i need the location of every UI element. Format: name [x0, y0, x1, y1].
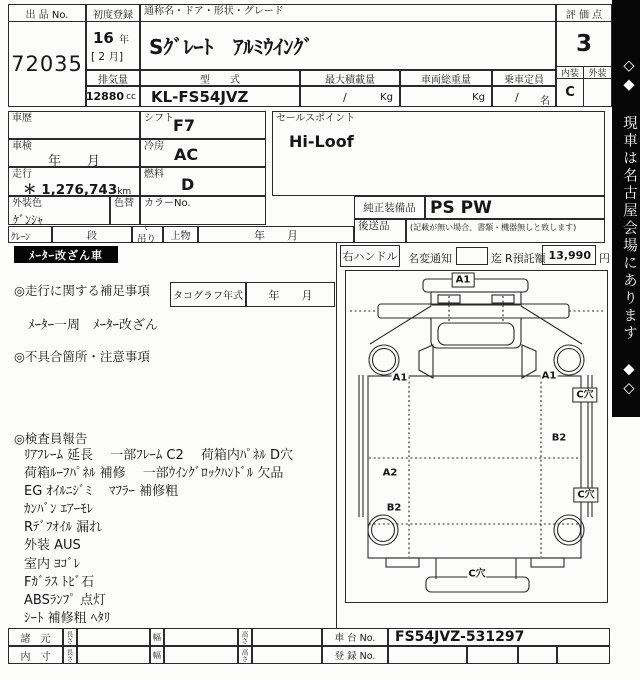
chassis-no-label: 車 台 No. — [322, 628, 388, 646]
capacity-unit: 名 — [540, 96, 550, 107]
recycle-deposit-label: R預託額 — [505, 252, 546, 265]
damage-marker: C穴 — [573, 488, 598, 503]
damage-diagram-frame — [345, 270, 608, 603]
spec-row-label: 諸 元 — [8, 628, 63, 646]
capacity-slash: / — [515, 91, 519, 104]
damage-marker: B2 — [386, 502, 402, 514]
registration-no-cell-1 — [388, 646, 467, 664]
first-registration-year-unit: 年 — [118, 35, 129, 46]
spec-height-value — [252, 628, 322, 646]
recycle-deposit-value: 13,990 — [542, 245, 596, 265]
crane-lift-label: 吊り — [137, 234, 157, 245]
crane-label: ｸﾚｰﾝ — [11, 232, 31, 243]
sales-point-value: Hi-Loof — [289, 132, 354, 151]
air-conditioning-value: AC — [174, 145, 199, 164]
mileage-unit: km — [117, 187, 132, 197]
genuine-equipment-label: 純正装備品 — [354, 196, 425, 219]
registration-no-cell-4 — [557, 646, 610, 664]
score-value: 3 — [556, 21, 612, 67]
inspector-report-line: Fｶﾞﾗｽ ﾄﾋﾞ石 — [24, 574, 95, 590]
inspector-report-line: 室内 ﾖｺﾞﾚ — [24, 556, 81, 572]
inspection-value: 年 月 — [47, 154, 100, 169]
inner-length-label: 長さ — [63, 646, 77, 664]
displacement-unit: cc — [126, 91, 136, 102]
inner-length-value — [77, 646, 150, 664]
mileage-notes-text: ﾒｰﾀｰ一周 ﾒｰﾀｰ改ざん — [28, 318, 159, 333]
inner-width-label: 幅 — [150, 646, 164, 664]
damage-marker: B2 — [551, 432, 567, 444]
registration-no-label: 登 録 No. — [322, 646, 388, 664]
shift-value: F7 — [173, 116, 196, 135]
inner-width-value — [164, 646, 238, 664]
until-label: 迄 — [491, 252, 502, 265]
damage-marker: C穴 — [468, 568, 486, 580]
max-load-slash: / — [343, 91, 347, 104]
score-label: 評 価 点 — [556, 4, 612, 22]
gross-weight-unit: Kg — [472, 92, 485, 103]
inspector-report-line: EG ｵｲﾙﾆｼﾞﾐ ﾏﾌﾗｰ 補修粗 — [24, 484, 179, 500]
model-name-value: Sｸﾞﾚｰﾄ ｱﾙﾐｳｲﾝｸﾞ — [140, 21, 556, 70]
first-registration-label: 初度登録 — [86, 4, 140, 22]
model-code-value: KL-FS54JVZ — [140, 86, 300, 107]
history-label: 車歴 — [12, 113, 32, 124]
inspection-label: 車検 — [12, 141, 32, 152]
sent-later-label: 後送品 — [358, 220, 390, 232]
inner-dim-row-label: 内 寸 — [8, 646, 63, 664]
displacement-value: 12880 — [85, 90, 125, 103]
repaint-label: 色替 — [114, 198, 134, 209]
mileage-label: 走行 — [12, 169, 32, 180]
vertical-divider — [336, 243, 337, 628]
inspector-report-line: ｶﾝﾊﾞﾝ ｴｱｰﾓﾚ — [24, 502, 94, 518]
lot-no-label: 出 品 No. — [8, 4, 86, 22]
yen-label: 円 — [599, 252, 610, 265]
chassis-no-value: FS54JVZ-531297 — [388, 628, 610, 646]
genuine-equipment-value: PS PW — [425, 196, 605, 219]
name-change-label: 名変通知 — [408, 252, 452, 265]
damage-marker: A2 — [382, 467, 398, 479]
sales-point-label: セールスポイント — [276, 113, 356, 124]
spec-length-value — [77, 628, 150, 646]
mileage-value: ＊ 1,276,743 — [23, 182, 118, 198]
body-date-value: 年 月 — [198, 226, 354, 243]
max-load-unit: Kg — [380, 92, 393, 103]
odometer-tamper-badge: ﾒｰﾀｰ改ざん車 — [14, 246, 118, 263]
inner-height-label: 高さ — [238, 646, 252, 664]
first-registration-month: [ 2 月] — [91, 51, 124, 63]
gross-weight-label: 車両総重量 — [400, 70, 492, 86]
damage-marker: A1 — [452, 273, 475, 288]
exterior-color-label: 外装色 — [12, 198, 42, 209]
max-load-label: 最大積載量 — [300, 70, 400, 86]
interior-grade-value: C — [556, 78, 584, 107]
crane-ton-label: t — [145, 224, 148, 232]
damage-marker: A1 — [392, 372, 408, 384]
body-label: 上物 — [163, 226, 198, 243]
registration-no-cell-3 — [518, 646, 557, 664]
shift-label: シフト — [144, 113, 174, 124]
inspector-report-line: ABSﾗﾝﾌﾟ 点灯 — [24, 592, 106, 608]
fuel-label: 燃料 — [144, 169, 164, 180]
displacement-label: 排気量 — [86, 70, 140, 86]
crane-stage-label: 段 — [52, 226, 132, 243]
sent-later-note: (記載が無い場合、書類・機器無しと致します) — [410, 223, 577, 232]
exterior-grade-value — [583, 78, 612, 107]
spec-width-label: 幅 — [150, 628, 164, 646]
interior-grade-label: 内装 — [556, 66, 584, 79]
spec-width-value — [164, 628, 238, 646]
air-conditioning-label: 冷房 — [144, 141, 164, 152]
inspector-report-lines — [24, 447, 334, 629]
damage-marker: C穴 — [572, 388, 597, 403]
fuel-value: D — [181, 175, 195, 194]
name-change-box — [456, 247, 488, 265]
registration-no-cell-2 — [467, 646, 518, 664]
defect-notes-title: ◎不具合箇所・注意事項 — [14, 349, 150, 364]
right-hand-drive-badge: 右ハンドル — [340, 245, 400, 267]
venue-banner: ◇◆ 現車は名古屋会場にあります ◆◇ — [612, 0, 640, 417]
inspector-report-line: 荷箱ﾙｰﾌﾊﾟﾈﾙ 補修 一部ｳｲﾝｸﾞﾛｯｸﾊﾝﾄﾞﾙ 欠品 — [24, 466, 284, 482]
tachograph-value: 年 月 — [246, 282, 335, 307]
color-no-label: カラーNo. — [144, 198, 191, 209]
inspector-report-line: Rﾃﾞﾌｵｲﾙ 漏れ — [24, 520, 103, 536]
damage-marker: A1 — [541, 370, 557, 382]
tachograph-label: タコグラフ年式 — [170, 282, 246, 307]
inspector-report-line: 外装 AUS — [24, 538, 81, 554]
exterior-grade-label: 外装 — [583, 66, 612, 79]
spec-length-label: 長さ — [63, 628, 77, 646]
first-registration-year: 16 — [93, 29, 114, 47]
inspector-report-title: ◎検査員報告 — [14, 431, 88, 446]
mileage-notes-title: ◎走行に関する補足事項 — [14, 283, 150, 298]
lot-no-value: 72035 — [8, 21, 86, 107]
model-code-label: 型 式 — [140, 70, 300, 86]
inner-height-value — [252, 646, 322, 664]
spec-height-label: 高さ — [238, 628, 252, 646]
damage-marker-layer — [346, 271, 607, 602]
inspector-report-line: ｼｰﾄ 補修粗 ﾍﾀﾘ — [24, 610, 111, 626]
model-name-label: 通称名・ドア・形状・グレード — [144, 6, 284, 17]
exterior-color-value: ｹﾞﾝｼｬ — [13, 213, 44, 227]
capacity-label: 乗車定員 — [492, 70, 556, 86]
inspector-report-line: ﾘｱﾌﾚｰﾑ 延長 一部ﾌﾚｰﾑ C2 荷箱内ﾊﾟﾈﾙ D穴 — [24, 448, 294, 463]
